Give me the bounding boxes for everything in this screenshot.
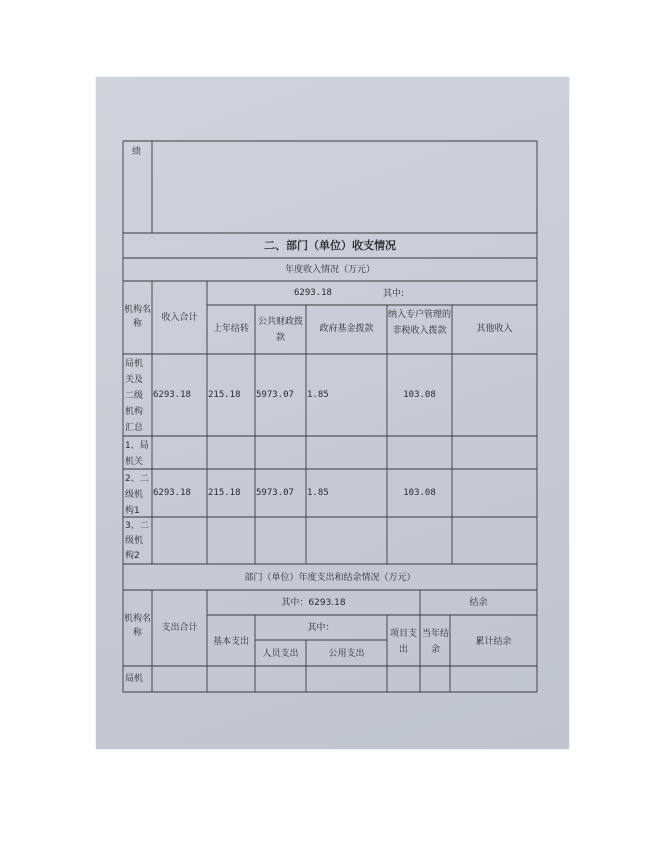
income-col-fiscal: 公共财政拨款 [257,317,303,343]
income-title: 年度收入情况（万元） [284,265,375,275]
income-col-prev: 上年结转 [212,324,249,334]
income-row-1-prev: 215.18 [208,390,241,400]
income-row-1-name: 局机关及二级机构汇总 [125,359,144,433]
expense-col-personnel: 人员支出 [262,649,299,659]
income-col-org: 机构名称 [124,305,152,329]
income-col-other: 其他收入 [476,324,513,334]
section-title: 二、部门（单位）收支情况 [264,239,396,252]
expense-col-year-balance: 当年结余 [421,629,449,655]
expense-col-org: 机构名称 [124,614,152,638]
income-row-3-nontax: 103.08 [403,488,436,498]
income-col-total: 收入合计 [161,313,198,323]
expense-row-1-name: 局机 [125,674,144,684]
income-row-4-name: 3、二级机构2 [125,521,149,561]
expense-col-project: 项目支出 [389,629,417,655]
expense-col-public: 公用支出 [328,649,365,659]
income-row-3-total: 6293.18 [153,488,191,498]
expense-of-which-total: 其中：6293.18 [281,598,346,608]
top-row-label: 绩 [132,147,142,157]
expense-balance: 结余 [469,598,488,608]
income-row-1-total: 6293.18 [153,390,191,400]
income-row-1-nontax: 103.08 [403,390,436,400]
income-row-2-name: 1、局机关 [125,441,149,467]
income-row-3-name: 2、二级机构1 [125,474,149,516]
income-col-fund: 政府基金拨款 [319,324,374,334]
income-col-nontax: 纳入专户管理的非税收入拨款 [388,310,452,336]
income-row-3-prev: 215.18 [208,488,241,498]
income-row-1-fund: 1.85 [307,390,329,400]
expense-col-accum: 累计结余 [475,637,512,647]
income-total-value: 6293.18 [294,288,332,298]
expense-col-total: 支出合计 [161,623,198,633]
income-row-3-fiscal: 5973.07 [256,488,294,498]
expense-title: 部门（单位）年度支出和结余情况（万元） [244,573,416,583]
expense-col-basic: 基本支出 [212,637,249,647]
expense-of-which: 其中： [307,623,335,633]
income-of-which: 其中: [383,289,405,299]
income-row-3-fund: 1.85 [307,488,329,498]
income-row-1-fiscal: 5973.07 [256,390,294,400]
